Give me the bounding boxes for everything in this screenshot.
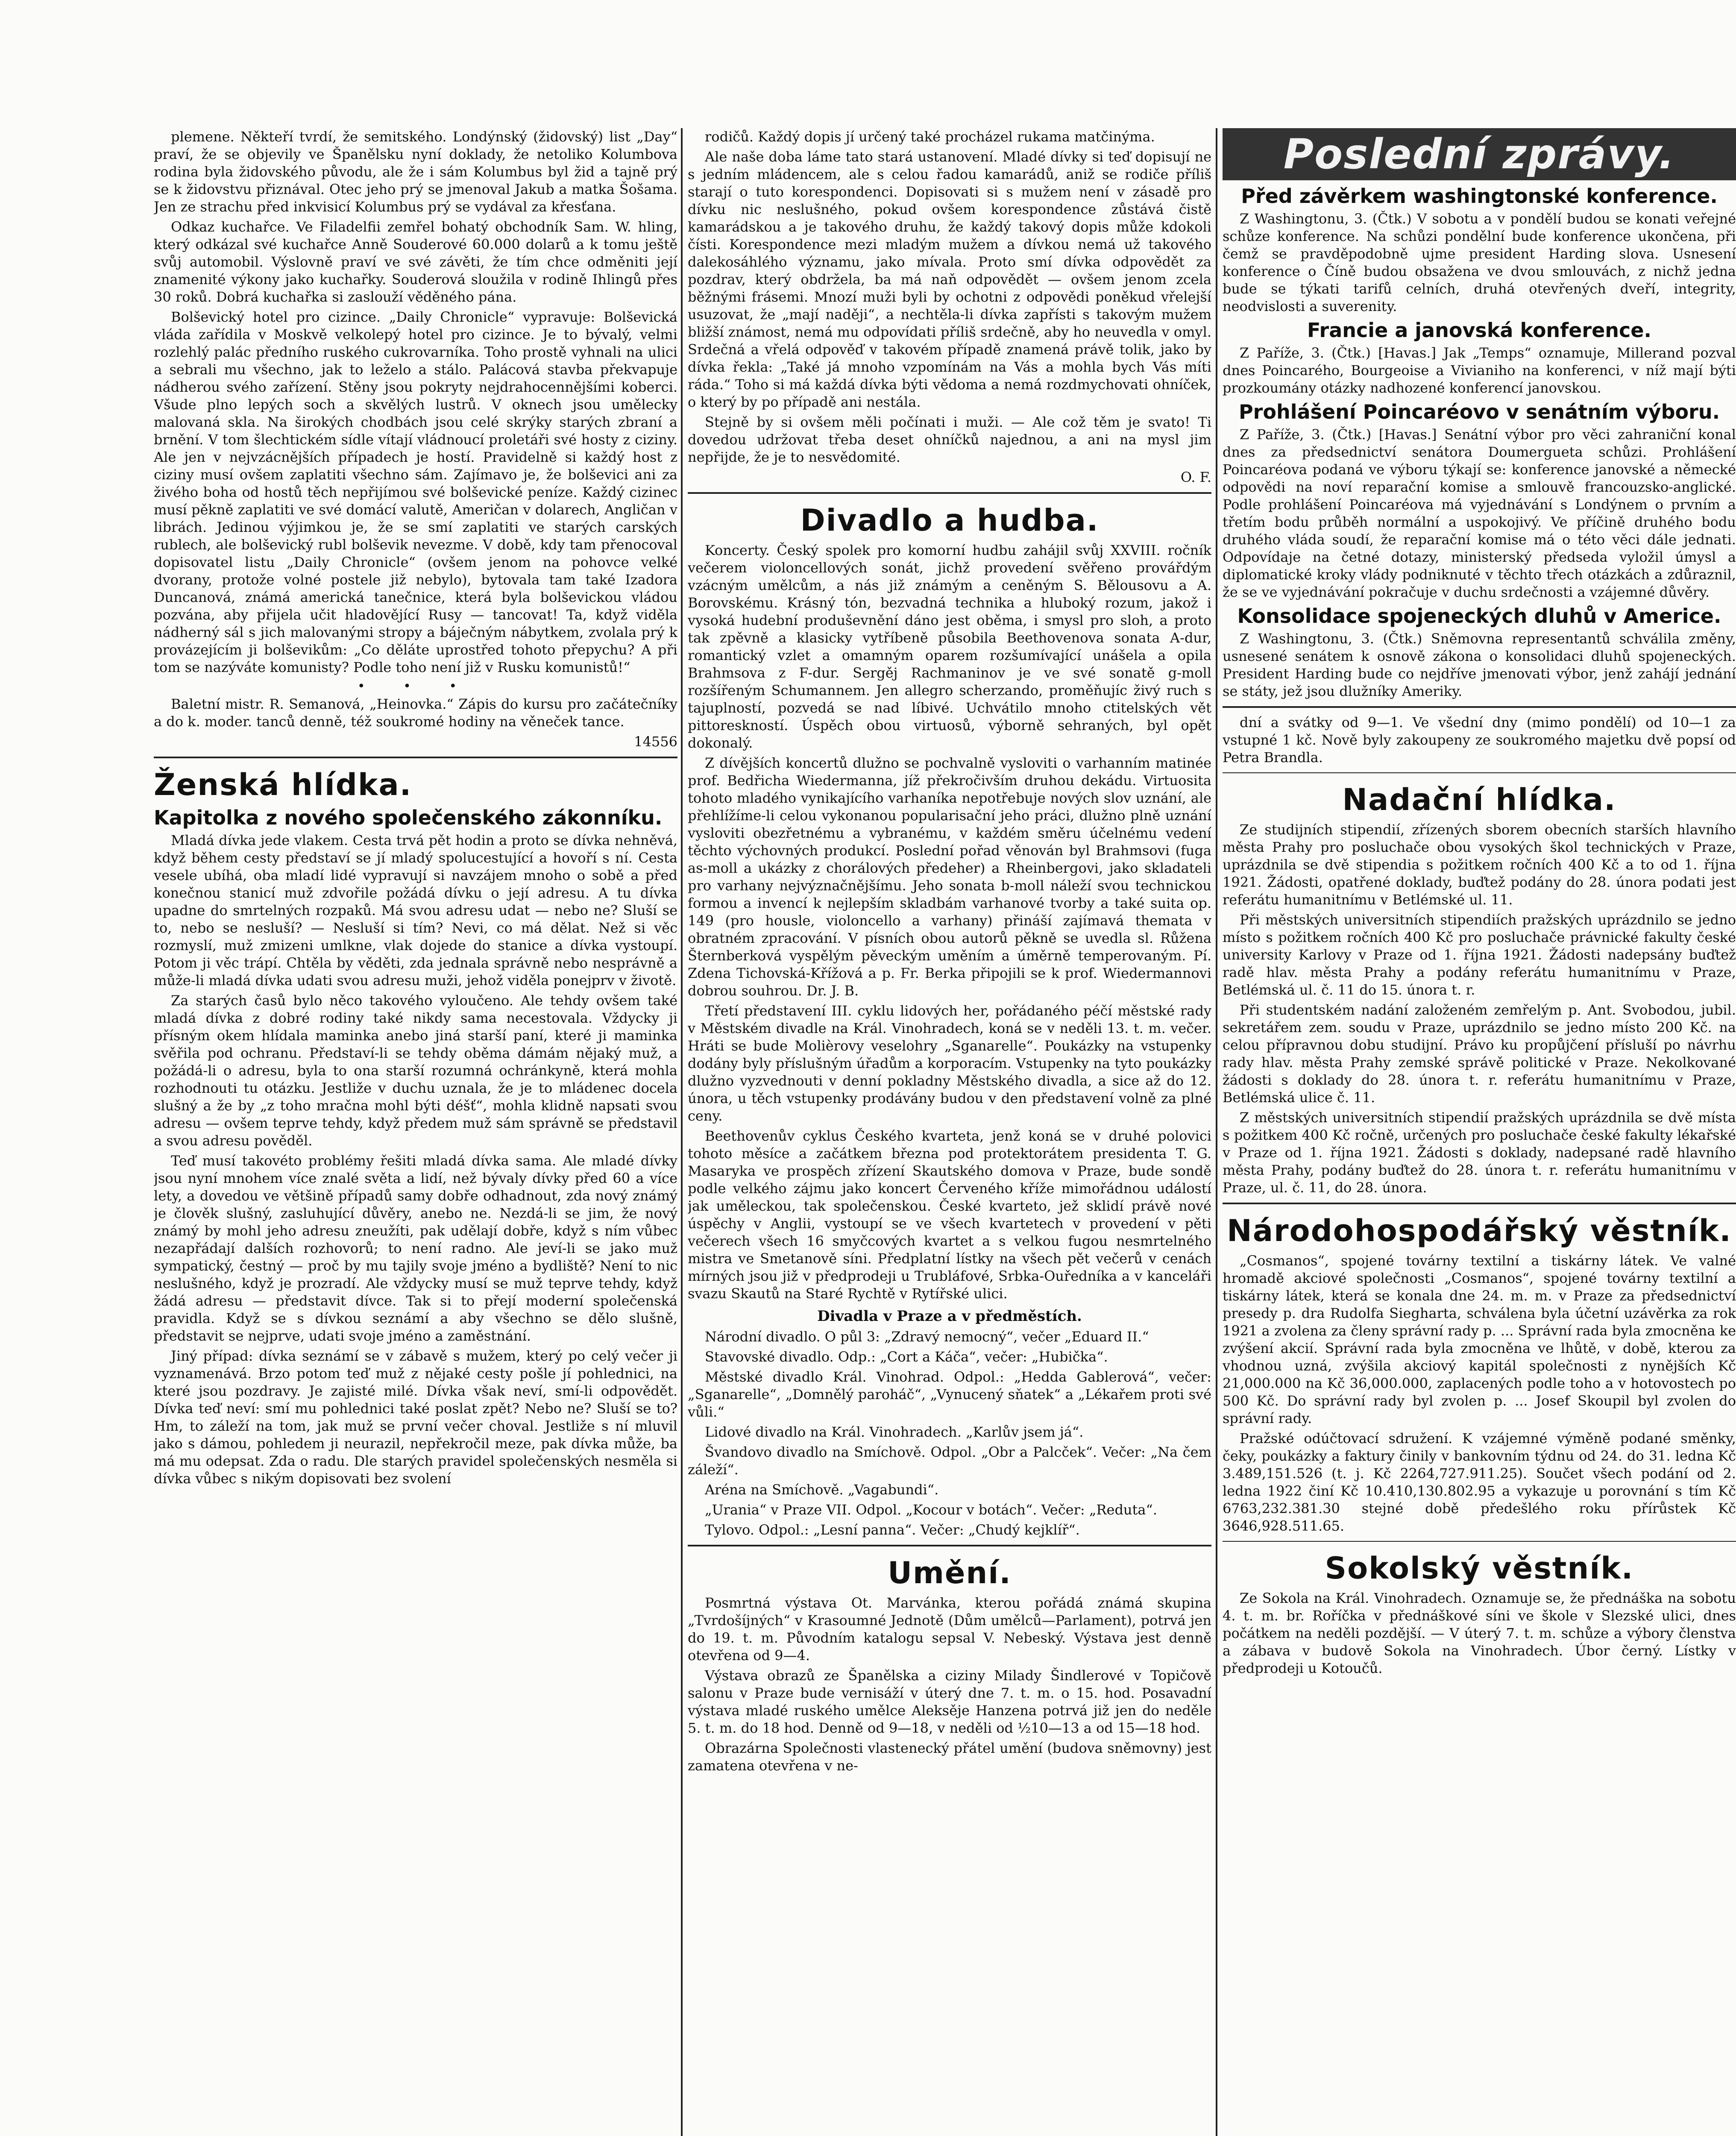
economic-paragraph: Pražské odúčtovací sdružení. K vzájemné výměně podané směnky, čeky, poukázky a faktury činily v bankovním týdnu od 24. do 31. ledna Kč 3.489,151.526 (t. j. Kč 2264,727.911.25). Součet všech podání od 2. ledna 1922 činí Kč 10.410,130.802.95 a vykazuje u porovnání s tím Kč 6763,232.381.30 stejné době předešlého roku přírůstek Kč 3646,928.511.65. bbox=[1223, 1430, 1736, 1534]
news-headline: Prohlášení Poincaréovo v senátním výboru. bbox=[1238, 400, 1720, 423]
foundation-paragraph: Při městských universitních stipendiích pražských uprázdnilo se jedno místo s požitkem ročních 400 Kč pro posluchače právnické fakulty české university Karlovy v Praze od 1. října 1921. Žádosti nadepsány buďtež radě hlav. města Prahy a podány referátu humanitnímu v Praze, Betlémská ul. č. 11 do 15. února t. r. bbox=[1223, 912, 1736, 998]
article-paragraph: Obrazárna Společnosti vlastenecký přátel umění (budova sněmovny) jest zamatena otevřena v ne- bbox=[688, 1740, 1211, 1774]
economic-paragraph: „Cosmanos“, spojené továrny textilní a tiskárny látek. Ve valné hromadě akciové společnosti „Cosmanos“, spojené továrny textilní a tiskárny látek, která se konala dne 24. m. m. v Praze za předsednictví presedy p. dra Rudolfa Siegharta, schválena byla účetní uzávěrka za rok 1921 a zvolena za členy správní rady p. ... Správní rada byla zmocněna ke zvýšení akcií. Správní rada byla zmocněna ve lhůtě, v době, kterou za vhodnou uzná, zvýšila akciový kapitál společnosti z nynějších Kč 21,000.000 na Kč 36,000.000, zaplacených podle toho a v hotovostech po 500 Kč. Do správní rady byl zvolen p. ... Josef Skoupil byl zvolen do správní rady. bbox=[1223, 1253, 1736, 1426]
section-heading-economic-bulletin: Národohospodářský věstník. bbox=[1227, 1213, 1732, 1248]
article-paragraph: Mladá dívka jede vlakem. Cesta trvá pět hodin a proto se dívka nehněvá, když během cesty představí se jí mladý spolucestující a hovoří s ní. Cesta vesele ubíhá, oba mladí lidé vypravují si navzájem mnoho o sobě a před konečnou stanicí muž zdvořile požádá dívku o její adresu. A tu dívka upadne do smrtelných rozpaků. Má svou adresu udat — nebo ne? Sluší se to, nebo se nesluší? — Nesluší si tím? Nevi, co má dělat. Než si věc rozmyslí, muž zmizeni umlkne, vlak dojede do stanice a dívka vystoupí. Potom ji věc trápí. Chtěla by věděti, zda jednala správně nebo nesprávně a může-li mladá dívka udati svou adresu muži, jehož viděla ponejprv v životě. bbox=[154, 832, 677, 989]
article-organ-matinee: Z dívějších koncertů dlužno se pochvalně vysloviti o varhanním matinée prof. Bedřicha Wiedermanna, jíž překročivším druhou dekádu. Virtuosita tohoto mladého vynikajícího varhaníka nepotřebuje nových slov uznání, ale přehlížíme-li celou vykonanou popularisační jeho práci, dlužno plně uznání vysloviti obezřetnému a vybranému, v každém směru účelnému vedení těchto výchovných produkcí. Poslední pořad věnován byl Brahmsovi (fuga as-moll a ukázky z chorálových předeher) a Rheinbergovi, jako skladateli pro varhany nejvýznačnějšímu. Jeho sonata b-moll náleží svou technickou formou a invencí k nejlepším skladbám varhanové tvorby a také suita op. 149 (pro housle, violoncello a varhany) přináší zajímavá themata v obratném zpracování. V písních obou autorů pěkně se uvedla sl. Růžena Šternberková vyspělým pěveckým uměním a úměrně temperovaným. Pí. Zdena Tichovská-Křížová a p. Fr. Berka připojili se k prof. Wiedermannovi dobrou souhrou. Dr. J. B. bbox=[688, 755, 1211, 999]
column-right bbox=[1223, 128, 1736, 2136]
column-rule bbox=[681, 128, 683, 2136]
column-rule bbox=[1216, 128, 1217, 2136]
theatre-listing: „Urania“ v Praze VII. Odpol. „Kocour v botách“. Večer: „Reduta“. bbox=[705, 1502, 1157, 1518]
section-divider bbox=[1223, 706, 1736, 708]
section-heading-theatre-music: Divadlo a hudba. bbox=[800, 503, 1099, 538]
theatre-listing: Národní divadlo. O půl 3: „Zdravý nemocný“, večer „Eduard II.“ bbox=[705, 1329, 1149, 1345]
foundation-paragraph: Při studentském nadání založeném zemřelým p. Ant. Svobodou, jubil. sekretářem zem. soudu v Praze, uprázdnilo se jedno místo 200 Kč. na celou přípravnou dobu studijní. Právo ku propůjčení přísluší po návrhu rady hlav. města Prahy zemské správě politické v Praze. Nekolkované žádosti s doklady do 28. února t. r. referátu humanitnímu v Praze, Betlémská ulice č. 11. bbox=[1223, 1002, 1736, 1106]
theatre-listing: Městské divadlo Král. Vinohrad. Odpol.: „Hedda Gablerová“, večer: „Sganarelle“, „Domnělý paroháč“, „Vynucený sňatek“ a „Lékařem proti své vůli.“ bbox=[688, 1369, 1211, 1420]
article-paragraph: rodičů. Každý dopis jí určený také procházel rukama matčinýma. bbox=[705, 129, 1155, 145]
theatre-listing: Lidové divadlo na Král. Vinohradech. „Karlův jsem já“. bbox=[705, 1424, 1084, 1440]
article-paragraph: Teď musí takovéto problémy řešiti mladá dívka sama. Ale mladé dívky jsou nyní mnohem více znalé světa a lidí, než bývaly dívky před 60 a více lety, a dovedou ve většině případů samy dobře odhadnout, zda nový známý je člověk slušný, zasluhující důvěry, anebo ne. Nezdá-li se jim, že nový známý by mohl jeho adresu zneužíti, pak udělají dobře, když s ním vůbec nezapřádají dalších rozhovorů; to není radno. Ale jeví-li se jako muž sympatický, čestný — proč by mu tajily svoje jméno a bydliště? Není to nic neslušného, když je prozradí. Ale vždycky musí se muž teprve tehdy, když žádá adresu — představit dívce. Tak si to přejí moderní společenská pravidla. Když se s dívkou seznámí a aby všechno se dělo slušně, představit se nejprve, udati svoje jméno a zaměstnání. bbox=[154, 1153, 677, 1344]
news-paragraph: Z Washingtonu, 3. (Čtk.) Sněmovna representantů schválila změny, usnesené senátem k osnově zákona o konsolidaci dluhů spojeneckých. President Harding bude co nejdříve jmenovati výbor, jenž zahájí jednání se státy, jež jsou dlužníky Ameriky. bbox=[1223, 631, 1736, 699]
article-beethoven-cycle: Beethovenův cyklus Českého kvarteta, jenž koná se v druhé polovici tohoto měsíce a začátkem března pod protektorátem presidenta T. G. Masaryka ve prospěch zřízení Skautského domova v Praze, bude sondě podle velkého zájmu jako koncert Červeného kříže mimořádnou událostí jak uměleckou, tak společenskou. České kvarteto, jež sklidí právě nové úspěchy v Anglii, vystoupí se ve všech kvartetech v provedení v pěti večerech všech 16 smyčcových kvartet a s velkou fugou nesmrtelného mistra ve Smetanově síni. Předplatní lístky na všech pět večerů v cenách mírných jsou již v předprodeji u Trubláfové, Srbka-Ouředníka a v kanceláři svazu Skautů na Staré Rychtě v Rytířské ulici. bbox=[688, 1128, 1211, 1302]
article-paragraph: Za starých časů bylo něco takového vyloučeno. Ale tehdy ovšem také mladá dívka z dobré rodiny také nikdy sama necestovala. Vždycky ji přísným okem hlídala maminka anebo jiná starší paní, které ji maminka svěřila pod ochranu. Představí-li se tehdy oběma dámám nějaký muž, a požádá-li o adresu, byla to ona starší rozumná ochránkyně, která mohla rozhodnouti tu otázku. Jestliže v duchu uznala, že je to mládenec docela slušný a že by „z toho mračna mohl býti déšť“, mohla klidně napsati svou adresu — ovšem teprve tehdy, když předem muž sám správně se představil a svou adresu pověděl. bbox=[154, 992, 677, 1149]
section-divider bbox=[154, 757, 677, 758]
sokol-paragraph: Ze Sokola na Král. Vinohradech. Oznamuje se, že přednáška na sobotu 4. t. m. br. Roříčka v přednáškové síni ve škole v Slezské ulici, dnes počátkem na neděli pozdější. — V úterý 7. t. m. schůze a výbory členstva a zábava v budově Sokola na Vinohradech. Úbor černý. Lístky v předprodeji u Kotoučů. bbox=[1223, 1590, 1736, 1676]
advertisement-number: 14556 bbox=[634, 734, 677, 750]
news-paragraph: Z Paříže, 3. (Čtk.) [Havas.] Jak „Temps“ oznamuje, Millerand pozval dnes Poincarého, Bourgeoise a Vivianiho na konferenci, v níž mají býti prozkoumány otázky nadhozené konferencí janovskou. bbox=[1223, 345, 1736, 396]
article-cook-legacy: Odkaz kuchařce. Ve Filadelfii zemřel bohatý obchodník Sam. W. hling, který odkázal své kuchařce Anně Souderové 60.000 dolarů a k tomu ještě svůj automobil. Výslovně praví ve své závěti, že tím chce odměniti její znamenité výkony jako kuchařky. Souderová sloužila v rodině Ihlingů přes 30 roků. Dobrá kuchařka si zaslouží věděného pána. bbox=[154, 219, 677, 305]
article-bolshevik-hotel: Bolševický hotel pro cizince. „Daily Chronicle“ vypravuje: Bolševická vláda zařídila v Moskvě velkolepý hotel pro cizince. Je to bývalý, velmi rozlehlý palác předního ruského cukrovarníka. Toho prostě vyhnali na ulici a sebrali mu všechno, jak to leželo a stálo. Palácová stavba překvapuje nádherou svého zařízení. Stěny jsou pokryty nejdrahocennějšími koberci. Všude plno lepých soch a skvělých lustrů. V oknech jsou umělecky malovaná skla. Na širokých chodbách jsou celé skrýky starých zbraní a brnění. V tom šlechtickém sídle vítají vládnoucí proletáři své hosty z ciziny. Ale jen v nejvzácnějších případech je hostí. Pravidelně si každý host z ciziny musí ovšem zaplatiti všechno sám. Zajímavo je, že bolševici ani za živého boha od hostů těch nepřijímou své bolševické peníze. Každý cizinec musí pěkně zaplatiti ve své domácí valutě, Američan v dolarech, Angličan v librách. Jedinou výjimkou je, že se smí zaplatiti ve starých carských rublech, ale bolševický rubl bolševik nevezme. V době, kdy tam přenocoval dopisovatel listu „Daily Chronicle“ (ovšem jenom na pohovce velké dvorany, protože volné postele již nebylo), bytovala tam také Izadora Duncanová, známá americká tanečnice, která byla bolševickou vládou pozvána, aby přijela učit hladovějící Rusy — tancovat! Ta, když viděla nádherný sál s jich malovanými stropy a báječným nábytkem, zvolala prý k provázejícím ji bolševikům: „Co děláte uprostřed tohoto přepychu? A při tom se nazýváte komunisty? Podle toho není již v Rusku komunistů!“ bbox=[154, 309, 677, 675]
section-divider bbox=[688, 1545, 1211, 1546]
theatre-listing: Tylovo. Odpol.: „Lesní panna“. Večer: „Chudý kejklíř“. bbox=[705, 1522, 1080, 1538]
section-divider bbox=[1223, 1541, 1736, 1542]
news-paragraph: Z Paříže, 3. (Čtk.) [Havas.] Senátní výbor pro věci zahraniční konal dnes za předsednictví senátora Doumergueta schůzi. Prohlášení Poincaréova podaná ve výboru týkají se: konference janovské a německé odpovědi na noví reparační komise a smlouvě francouzsko-anglické. Podle prohlášení Poincaréova má vyjednávání s Londýnem o prvním a třetím bodu průběh normální a uspokojivý. Ve příčině druhého bodu druhého vláda soudí, že reparační komise má o této věci dále jednati. Odpovídaje na četné dotazy, ministerský předseda vyložil úmysl a diplomatické kroky vlády podniknuté v těchto třech otázkách a zdůraznil, že se ve vyjednávání pokračuje v duchu srdečnosti a vzájemné důvěry. bbox=[1223, 426, 1736, 600]
article-concerts: Koncerty. Český spolek pro komorní hudbu zahájil svůj XXVIII. ročník večerem violoncellových sonát, jichž provedení svěřeno provářdým vzácným umělcům, a nás již známým a ceněným S. Bělousovu a A. Borovskému. Krásný tón, bezvadná technika a hluboký rozum, jakož i vysoká hudební produševnění dáno jest oběma, i smysl pro sloh, a proto tak zpěvně a klasicky vytříbeně působila Beethovenova sonata A-dur, romantický vzlet a omamným oparem rozšumívající unášela a opila Brahmsova z F-dur. Sergěj Rachmaninov je ve své sonatě g-moll rozšířeným Schumannem. Jen allegro scherzando, proměňujíc živý ruch s tajuplností, pozvedá se nad líbivé. Uchvátilo mnoho ctitelských vět pittoreskností. Úspěch obou virtuosů, výborně sehraných, byl opět dokonalý. bbox=[688, 542, 1211, 751]
section-heading-latest-news: Poslední zprávy. bbox=[1283, 130, 1675, 178]
article-paragraph: Posmrtná výstava Ot. Marvánka, kterou pořádá známá skupina „Tvrdošíjných“ v Krasoumné Jednotě (Dům umělců—Parlament), potrvá jen do 19. t. m. Původním katalogu sepsal V. Nebeský. Výstava jest denně otevřena od 9—4. bbox=[688, 1595, 1211, 1664]
theatre-listing-heading: Divadla v Praze a v předměstích. bbox=[817, 1308, 1082, 1325]
column-middle bbox=[688, 128, 1211, 2136]
news-paragraph: Z Washingtonu, 3. (Čtk.) V sobotu a v pondělí budou se konati veřejné schůze konference. Na schůzi pondělní bude konference ukončena, při čemž se pravděpodobně ujme president Harding slova. Usnesení konference o Číně budou obsažena ve dvou smlouvách, z nichž jedna bude se týkati tarifů celních, druhá otevřených dveří, integrity, neodvislosti a suverenity. bbox=[1223, 211, 1736, 314]
article-folk-plays: Třetí představení III. cyklu lidových her, pořádaného péčí městské rady v Městském divadle na Král. Vinohradech, koná se v neděli 13. t. m. večer. Hráti se bude Molièrovy veselohry „Sganarelle“. Poukázky na vstupenky dodány byly příslušným úřadům a korporacím. Vstupenky na tyto poukázky dlužno vyzvednouti v denní pokladny Městského divadla, a sice až do 12. února, u těch vstupenky prodávány budou v den představení volně za plné ceny. bbox=[688, 1003, 1211, 1124]
theatre-listing: Aréna na Smíchově. „Vagabundi“. bbox=[705, 1482, 939, 1498]
section-heading-womens-watch: Ženská hlídka. bbox=[154, 767, 412, 802]
news-paragraph: dní a svátky od 9—1. Ve všední dny (mimo pondělí) od 10—1 za vstupné 1 kč. Nově byly zakoupeny ze soukromého majetku dvě popsí od Petra Brandla. bbox=[1223, 714, 1736, 766]
foundation-paragraph: Z městských universitních stipendií pražských uprázdnila se dvě místa s požitkem 400 Kč ročně, určených pro posluchače české fakulty lékařské v Praze od 1. října 1921. Žádosti s doklady, nadepsané radě hlavního města Prahy, podány buďtež do 28. února t. r. referátu humanitnímu v Praze, ul. č. 11, do 28. února. bbox=[1223, 1109, 1736, 1196]
latest-news-banner bbox=[1223, 128, 1736, 180]
foundation-paragraph: Ze studijních stipendií, zřízených sborem obecních starších hlavního města Prahy pro posluchače obou vysokých škol technických v Praze, uprázdnila se dvě stipendia s požitkem ročních 400 Kč a to od 1. října 1921. Žádosti, opatřené doklady, buďtež podány do 28. února podati jest referátu humanitnímu v Betlémské ul. 11. bbox=[1223, 822, 1736, 908]
theatre-listing: Švandovo divadlo na Smíchově. Odpol. „Obr a Palcček“. Večer: „Na čem záleží“. bbox=[688, 1444, 1211, 1478]
article-paragraph: Jiný případ: dívka seznámí se v zábavě s mužem, který po celý večer ji vyznamenává. Brzo potom teď muž z nějaké cesty pošle jí pohlednici, na které jsou pozdravy. Je zajisté milé. Dívka však neví, smí-li odpovědět. Dívka teď neví: smí mu pohlednici také poslat zpět? Nebo ne? Sluší se to? Hm, to záleží na tom, jak muž se první večer choval. Jestliže s ní mluvil jako s dámou, pohledem ji neurazil, nepřekročil meze, pak dívka může, ba má mu odepsat. Zda o radu. Dle starých pravidel společenských nesměla si dívka vůbec s nikým dopisovati bez svolení bbox=[154, 1348, 677, 1487]
section-divider bbox=[1223, 772, 1736, 773]
article-paragraph: Stejně by si ovšem měli počínati i muži. — Ale což těm je svato! Ti dovedou udržovat třeba deset ohníčků najednou, a ani na mysl jim nepřijde, že je to nesvědomité. bbox=[688, 414, 1211, 465]
theatre-listing: Stavovské divadlo. Odp.: „Cort a Káča“, večer: „Hubička“. bbox=[705, 1349, 1108, 1365]
article-subheading-etiquette: Kapitolka z nového společenského zákonníku. bbox=[154, 806, 663, 829]
news-headline: Francie a janovská konference. bbox=[1307, 319, 1651, 342]
article-columbus: plemene. Někteří tvrdí, že semitského. Londýnský (židovský) list „Day“ praví, že se objevily ve Španělsku nyní doklady, že netoliko Kolumbova rodina byla židovského původu, ale že i sám Kolumbus byl žid a tajně prý se k židovstvu přiznával. Otec jeho prý se jmenoval Jakub a matka Šošama. Jen ze strachu před inkvisicí Kolumbus prý se vydával za křesťana. bbox=[154, 129, 677, 215]
news-headline: Konsolidace spojeneckých dluhů v Americe. bbox=[1237, 604, 1721, 628]
advertisement-dance-school: Baletní mistr. R. Semanová, „Heinovka.“ Zápis do kursu pro začátečníky a do k. moder. tanců denně, též soukromé hodiny na věneček tance. bbox=[154, 696, 677, 730]
column-left bbox=[154, 128, 677, 2136]
author-signature: O. F. bbox=[1180, 469, 1211, 485]
section-heading-sokol-bulletin: Sokolský věstník. bbox=[1325, 1551, 1634, 1586]
article-paragraph: Ale naše doba láme tato stará ustanovení. Mladé dívky si teď dopisují ne s jedním mládencem, ale s celou řadou kamarádů, aniž se rodiče příliš starají o tuto korespondenci. Dopisovati si s mužem není v zásadě pro dívku nic neslušného, pokud ovšem korespondence zůstává čistě kamarádskou a je takového druhu, že každý takový dopis může kdokoli čísti. Korespondence mezi mladým mužem a dívkou nemá už takového dalekosáhlého významu, jako mívala. Proto smí dívka odpovědět za pozdrav, který obdržela, ba má naň odpovědět — ovšem jenom zcela běžnými frásemi. Mnozí muži byli by ochotni z odpovědi poněkud vřelejší usuzovat, že „mají naději“, a nechtěla-li dívka zapřísti s takovým mužem bližší známost, nemá mu odpovídati příliš srdečně, aby ho neuvedla v omyl. Srdečná a vřelá odpověď v takovém případě znamená právě tolik, jako by dívka řekla: „Také já mnoho vzpomínám na Vás a mohla bych Vás míti ráda.“ Toho si má každá dívka býti vědoma a nemá rozdmychovati ohníček, o který by po případě ani nestála. bbox=[688, 149, 1211, 410]
section-divider bbox=[688, 492, 1211, 494]
article-paragraph: Výstava obrazů ze Španělska a ciziny Milady Šindlerové v Topičově salonu v Praze bude vernisáží v úterý dne 7. t. m. o 15. hod. Posavadní výstava mladé ruského umělce Aleksěje Hanzena potrvá již jen do neděle 5. t. m. do 18 hod. Denně od 9—18, v neděli od ½10—13 a od 15—18 hod. bbox=[688, 1667, 1211, 1736]
section-heading-art: Umění. bbox=[888, 1555, 1012, 1590]
separator-dots: • • • bbox=[357, 679, 474, 694]
section-divider bbox=[1223, 1203, 1736, 1204]
section-heading-foundation-watch: Nadační hlídka. bbox=[1342, 782, 1616, 817]
news-headline: Před závěrkem washingtonské konference. bbox=[1241, 185, 1718, 208]
